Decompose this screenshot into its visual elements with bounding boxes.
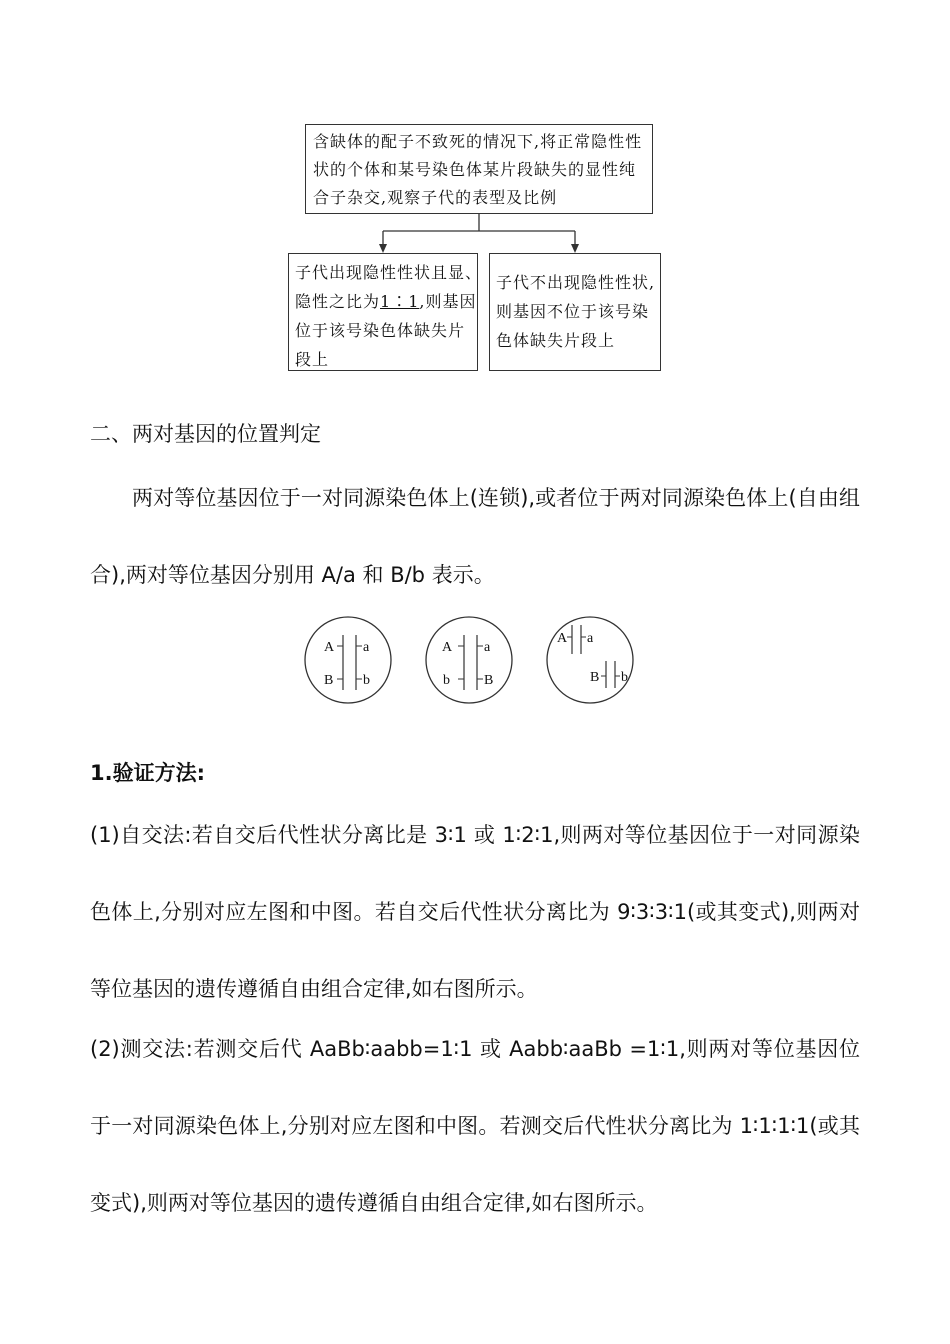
cell1-label-br: b: [363, 673, 370, 688]
ratio-underlined: 1∶1: [380, 292, 420, 311]
result-yes-line-2: 隐性之比为1∶1,则基因: [295, 292, 477, 311]
result-yes-line-4: 段上: [295, 350, 330, 369]
cell3-label-br: b: [621, 670, 628, 685]
result-no-line-1: 子代不出现隐性性状,: [496, 273, 656, 292]
result-no-line-3: 色体缺失片段上: [496, 331, 616, 350]
cell3-label-bl: B: [590, 670, 600, 685]
cell-independent: [547, 617, 633, 703]
cell3-label-tr: a: [587, 631, 594, 646]
cell2-label-bl: b: [443, 673, 450, 688]
cell1-label-tr: a: [363, 640, 370, 655]
method-testcross-paragraph: (2)测交法:若测交后代 AaBb∶aabb=1∶1 或 Aabb∶aaBb =1∶1,则两对等位基因位于一对同源染色体上,分别对应左图和中图。若测交后代性状分离比为 1∶1∶1∶1(或其变式),则两对等位基因的遗传遵循自由组合定律,如右图所示。: [90, 1037, 860, 1215]
condition-line-1: 含缺体的配子不致死的情况下,将正常隐性性: [313, 132, 643, 151]
section-title: 二、两对基因的位置判定: [90, 422, 321, 446]
cell2-label-tl: A: [442, 640, 453, 655]
cell2-label-br: B: [484, 673, 494, 688]
intro-paragraph: 两对等位基因位于一对同源染色体上(连锁),或者位于两对同源染色体上(自由组合),两对等位基因分别用 A/a 和 B/b 表示。: [90, 486, 860, 587]
condition-line-3: 合子杂交,观察子代的表型及比例: [313, 188, 558, 207]
result-yes-line-1: 子代出现隐性性状且显、: [295, 263, 483, 282]
cell-linked-Ab: [426, 617, 512, 703]
cell2-label-tr: a: [484, 640, 491, 655]
result-no-line-2: 则基因不位于该号染: [496, 302, 650, 321]
result-yes-line-3: 位于该号染色体缺失片: [295, 321, 466, 340]
condition-line-2: 状的个体和某号染色体某片段缺失的显性纯: [313, 160, 637, 179]
method-selfing-paragraph: (1)自交法:若自交后代性状分离比是 3∶1 或 1∶2∶1,则两对等位基因位于一对同源染色体上,分别对应左图和中图。若自交后代性状分离比为 9∶3∶3∶1(或其变式),则两对等位基因的遗传遵循自由组合定律,如右图所示。: [90, 823, 860, 1001]
cell3-label-tl: A: [557, 631, 568, 646]
cell1-label-tl: A: [324, 640, 335, 655]
cell1-label-bl: B: [324, 673, 334, 688]
method-title: 1.验证方法:: [90, 761, 205, 785]
cell-linked-AB: [305, 617, 391, 703]
